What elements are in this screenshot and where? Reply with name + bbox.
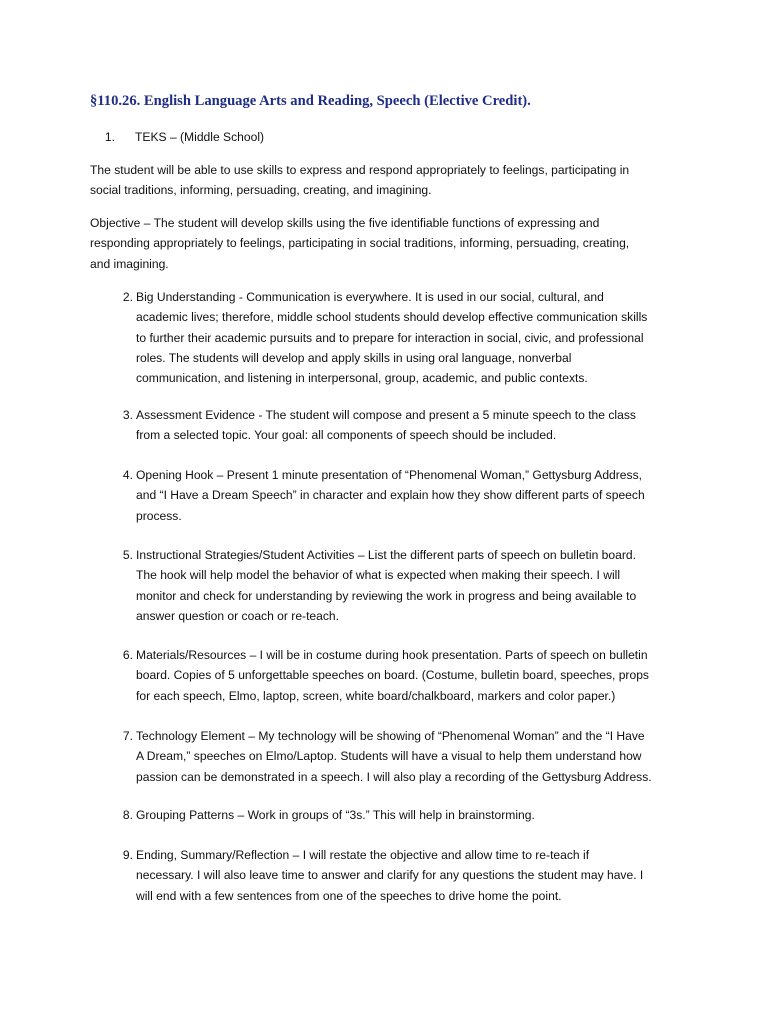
list-item-text: TEKS – (Middle School) [135, 130, 265, 144]
paragraph-line: and imagining. [90, 256, 169, 271]
list-item-line: A Dream,” speeches on Elmo/Laptop. Students will have a visual to help them understand how [136, 749, 642, 764]
list-item-line: Materials/Resources – I will be in costume during hook presentation. Parts of speech on bulletin [136, 648, 648, 662]
list-item-line: Assessment Evidence - The student will compose and present a 5 minute speech to the class [136, 408, 636, 422]
list-item-line: for each speech, Elmo, laptop, screen, white board/chalkboard, markers and color paper.) [136, 688, 616, 703]
objective-paragraph [90, 213, 680, 274]
list-item-number: 1. [104, 130, 115, 144]
list-item-line: answer question or coach or re-teach. [136, 608, 340, 623]
list-item-4 [122, 465, 696, 526]
paragraph-line: responding appropriately to feelings, participating in social traditions, informing, persuading, creating, [90, 236, 630, 251]
list-item-8 [122, 805, 696, 825]
list-item-number: 9. [122, 848, 133, 862]
list-item-line: Ending, Summary/Reflection – I will restate the objective and allow time to re-teach if [136, 848, 590, 862]
list-item-7 [122, 726, 696, 787]
list-item-line: Grouping Patterns – Work in groups of “3s.” This will help in brainstorming. [136, 808, 535, 822]
list-item-line: communication, and listening in interpersonal, group, academic, and public contexts. [136, 371, 588, 386]
list-item-line: and “I Have a Dream Speech” in character and explain how they show different parts of speech [136, 488, 645, 503]
list-item-line: to further their academic pursuits and to prepare for interaction in social, civic, and professional [136, 330, 644, 345]
list-item-number: 4. [122, 468, 133, 482]
list-item-line: from a selected topic. Your goal: all components of speech should be included. [136, 428, 557, 443]
list-item-5 [122, 545, 696, 626]
list-item-6 [122, 645, 696, 706]
list-item-line: monitor and check for understanding by reviewing the work in progress and being available to [136, 588, 637, 603]
list-item-line: Big Understanding - Communication is everywhere. It is used in our social, cultural, and [136, 290, 604, 304]
list-item-line: Opening Hook – Present 1 minute presentation of “Phenomenal Woman,” Gettysburg Address, [136, 468, 642, 482]
list-item-3 [122, 405, 696, 446]
paragraph-line: Objective – The student will develop skills using the five identifiable functions of expressing and [90, 216, 600, 230]
list-item-line: passion can be demonstrated in a speech. I will also play a recording of the Gettysburg Address. [136, 769, 652, 784]
list-item-9 [122, 845, 696, 906]
list-item-line: board. Copies of 5 unforgettable speeches on board. (Costume, bulletin board, speeches, props [136, 668, 649, 683]
list-item-number: 7. [122, 729, 133, 743]
list-item-line: roles. The students will develop and apply skills in using oral language, nonverbal [136, 350, 572, 365]
paragraph-line: The student will be able to use skills to express and respond appropriately to feelings, participating in [90, 163, 630, 177]
list-item-line: The hook will help model the behavior of what is expected when making their speech. I will [136, 568, 621, 583]
list-item-number: 3. [122, 408, 133, 422]
list-item-number: 8. [122, 808, 133, 822]
list-item-line: necessary. I will also leave time to answer and clarify for any questions the student may have. I [136, 868, 644, 883]
list-item-number: 2. [122, 290, 133, 304]
paragraph-line: social traditions, informing, persuading, creating, and imagining. [90, 183, 432, 198]
list-item-line: academic lives; therefore, middle school students should develop effective communication skills [136, 310, 648, 325]
list-item-line: Instructional Strategies/Student Activities – List the different parts of speech on bulletin board. [136, 548, 636, 562]
list-item-line: will end with a few sentences from one of the speeches to drive home the point. [136, 888, 562, 903]
list-item-number: 6. [122, 648, 133, 662]
intro-paragraph [90, 160, 680, 201]
document-title: §110.26. English Language Arts and Reading, Speech (Elective Credit). [90, 93, 531, 109]
list-item-line: Technology Element – My technology will be showing of “Phenomenal Woman” and the “I Have [136, 729, 645, 743]
list-item-number: 5. [122, 548, 133, 562]
list-item-line: process. [136, 508, 182, 523]
list-item-2 [122, 287, 696, 388]
